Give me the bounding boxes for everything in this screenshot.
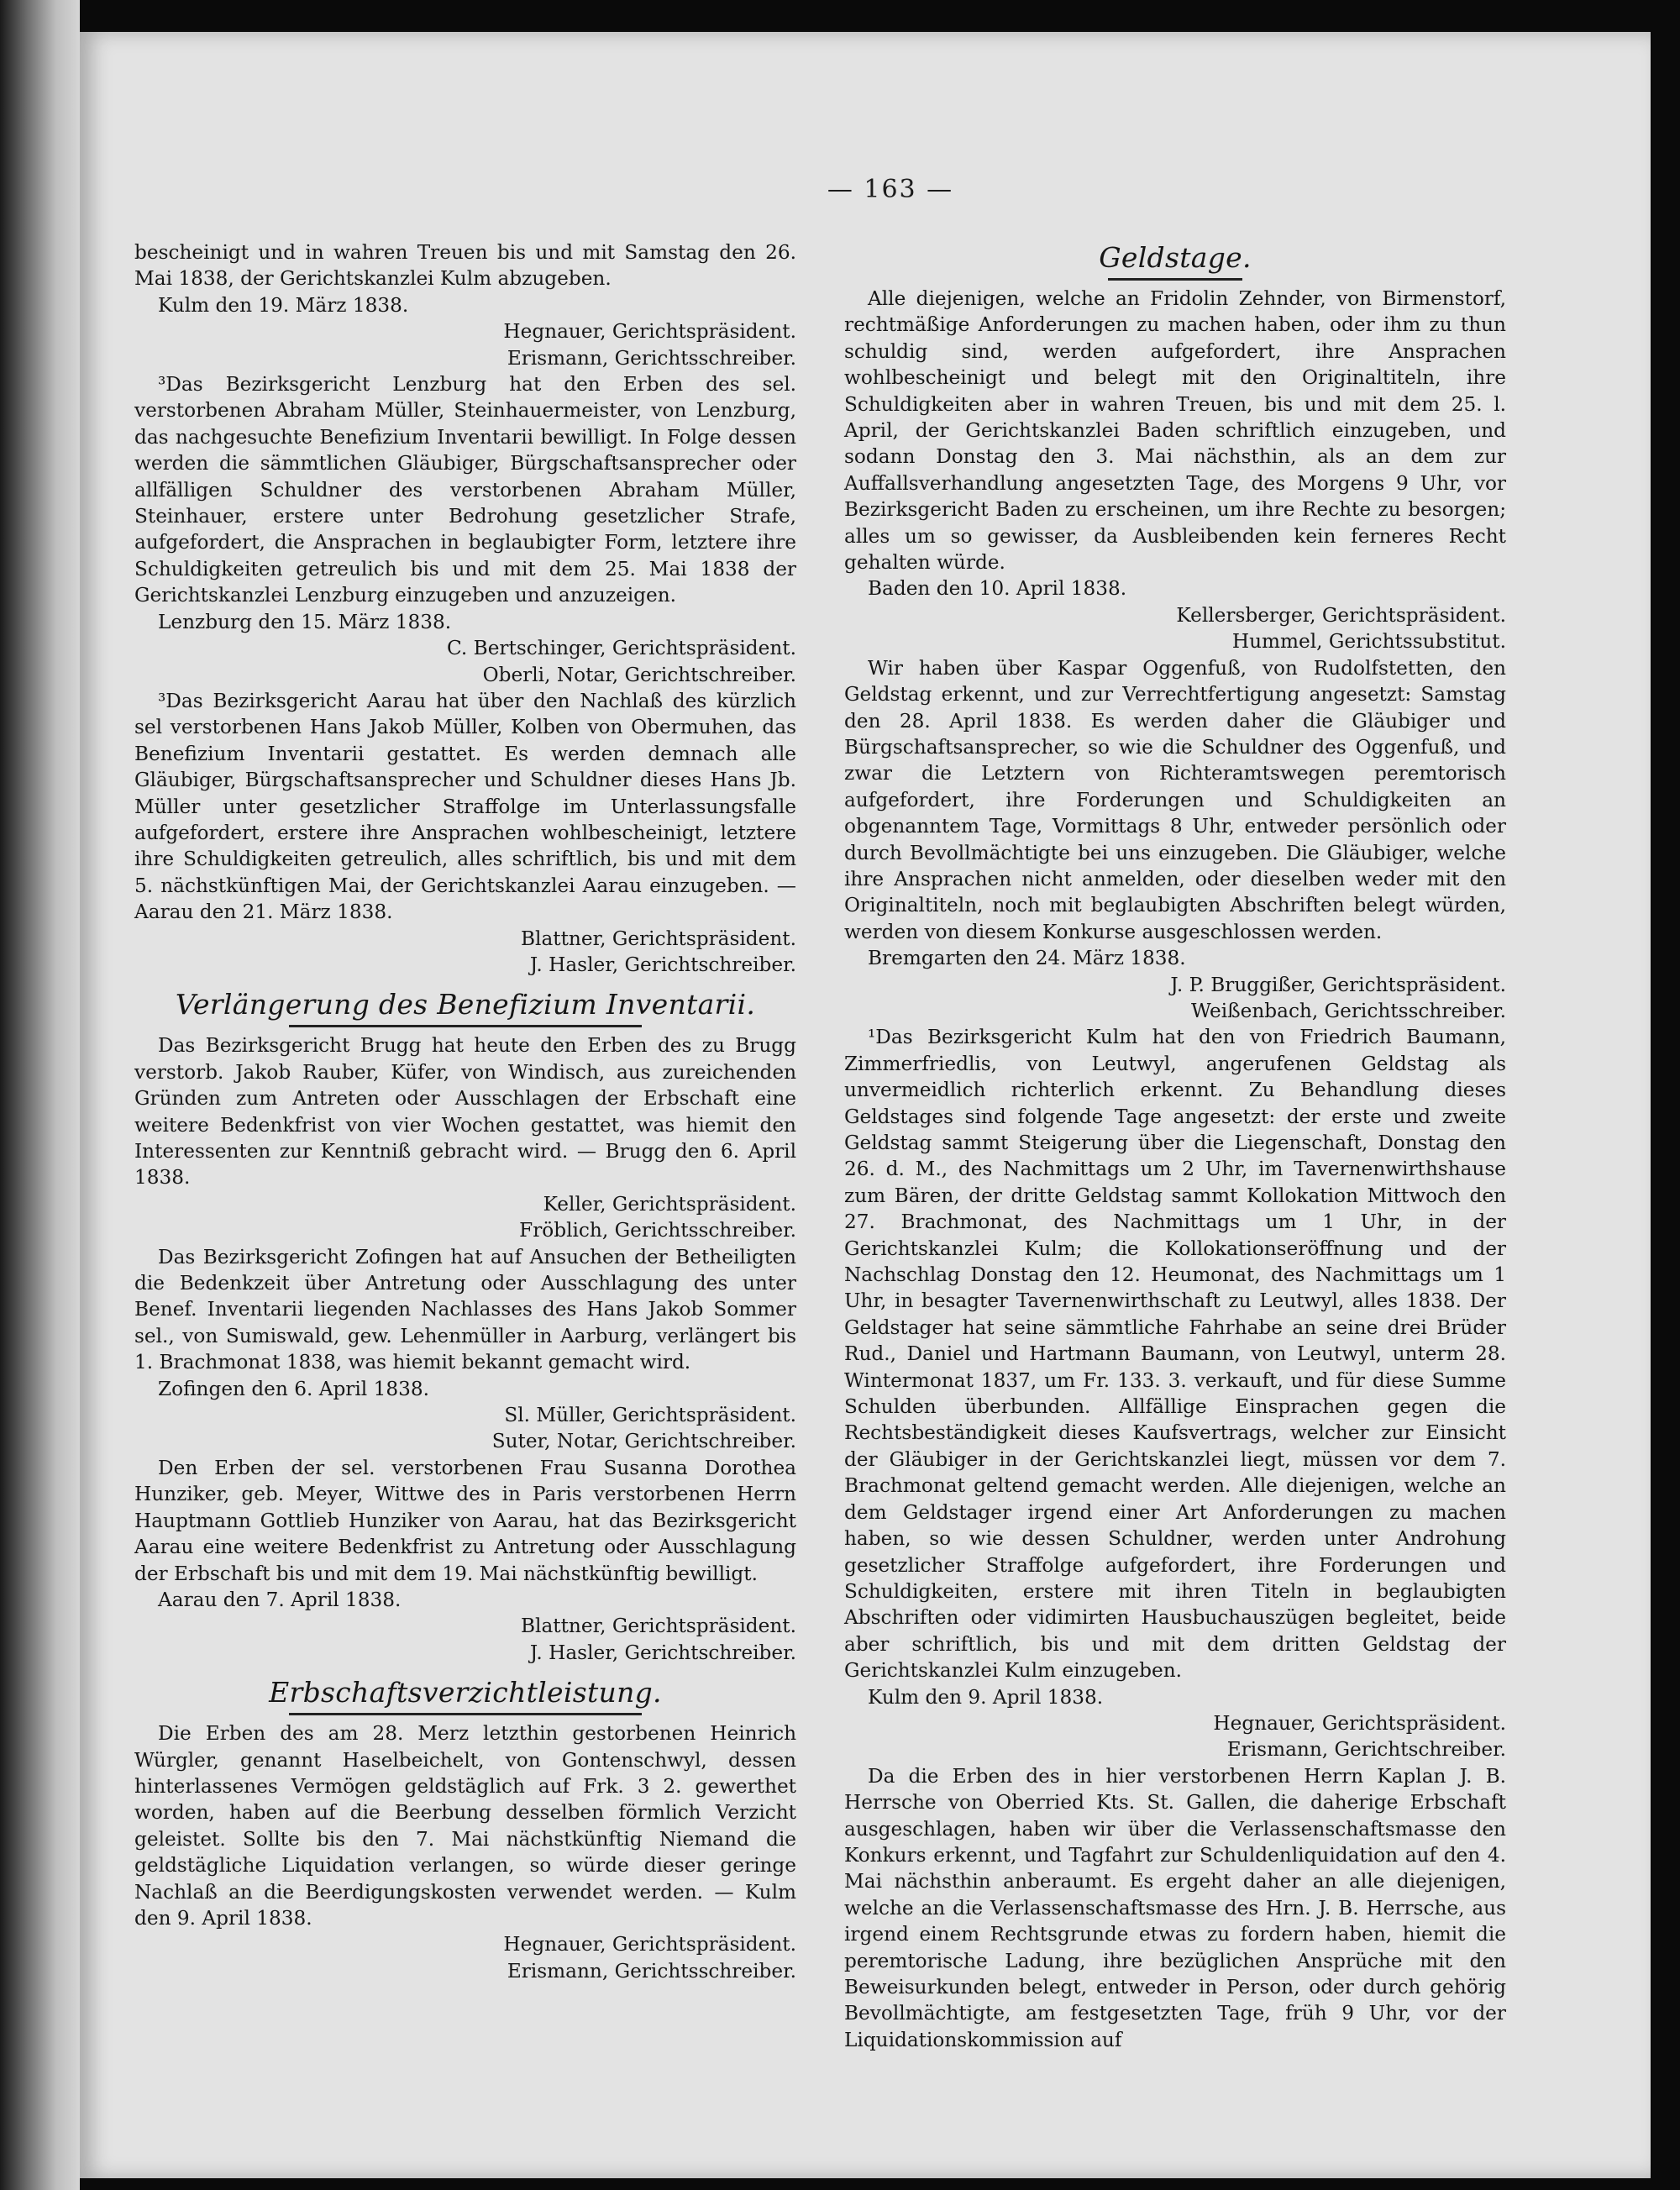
section-heading: Erbschaftsverzichtleistung. — [269, 1676, 662, 1709]
signature-president: J. P. Bruggißer, Gerichtspräsident. — [1170, 973, 1506, 996]
signature-clerk: J. Hasler, Gerichtschreiber. — [529, 953, 796, 976]
signature-clerk: J. Hasler, Gerichtschreiber. — [529, 1641, 796, 1664]
signature-president: C. Bertschinger, Gerichtspräsident. — [447, 637, 796, 660]
heading-rule — [289, 1025, 642, 1027]
left-column — [134, 239, 796, 1984]
signature-president: Hegnauer, Gerichtspräsident. — [503, 1933, 796, 1956]
notice-paragraph: Den Erben der sel. verstorbenen Frau Susanna Dorothea Hunziker, geb. Meyer, Wittwe des in Paris verstorbenen Herrn Hauptmann Gottlieb Hunziker von Aarau, hat das Bezirksgericht Aarau eine weitere Bedenkfrist zu Antretung oder Ausschlagung der Erbschaft bis und mit dem 19. Mai nächstkünftig bewilligt. — [134, 1456, 796, 1585]
signature-clerk: Hummel, Gerichtssubstitut. — [1231, 630, 1506, 654]
notice-paragraph: Das Bezirksgericht Brugg hat heute den Erben des zu Brugg verstorb. Jakob Rauber, Küfer, von Windisch, aus zureichenden Gründen zum Antreten oder Ausschlagen der Erbschaft eine weitere Bedenkfrist von vier Wochen gestattet, was hiemit den Interessenten zur Kenntniß gebracht wird. — Brugg den 6. April 1838. — [134, 1034, 796, 1190]
notice-paragraph: Alle diejenigen, welche an Fridolin Zehnder, von Birmenstorf, rechtmäßige Anforderungen zu machen haben, oder ihm zu thun schuldig sind, werden aufgefordert, ihre Ansprachen wohlbescheinigt und belegt mit den Originaltiteln, ihre Schuldigkeiten aber in wahren Treuen, bis und mit dem 25. l. April, der Gerichtskanzlei Baden schriftlich einzugeben, und sodann Donstag den 3. Mai nächsthin, als an dem zur Auffallsverhandlung angesetzten Tage, des Morgens 9 Uhr, vor Bezirksgericht Baden zu erscheinen, um ihre Rechte zu besorgen; alles um so gewisser, da Ausbleibenden kein ferneres Recht gehalten würde. — [844, 287, 1506, 575]
section-heading: Verlängerung des Benefizium Inventarii. — [175, 988, 756, 1021]
signature-clerk: Oberli, Notar, Gerichtschreiber. — [482, 663, 796, 686]
right-column — [844, 239, 1506, 2053]
signature-president: Kellersberger, Gerichtspräsident. — [1176, 603, 1506, 627]
notice-date: Aarau den 7. April 1838. — [158, 1588, 402, 1611]
notice-date: Bremgarten den 24. März 1838. — [868, 947, 1186, 970]
signature-clerk: Erismann, Gerichtschreiber. — [1226, 1738, 1506, 1762]
notice-date: Lenzburg den 15. März 1838. — [158, 610, 452, 633]
section-heading: Geldstage. — [1099, 241, 1252, 274]
signature-president: Hegnauer, Gerichtspräsident. — [503, 320, 796, 344]
signature-president: Hegnauer, Gerichtspräsident. — [1213, 1711, 1506, 1735]
signature-president: Blattner, Gerichtspräsident. — [521, 927, 796, 950]
signature-clerk: Erismann, Gerichtsschreiber. — [507, 346, 796, 370]
notice-paragraph: bescheinigt und in wahren Treuen bis und mit Samstag den 26. Mai 1838, der Gerichtskanzlei Kulm abzugeben. — [134, 241, 796, 291]
heading-rule — [289, 1713, 642, 1715]
signature-clerk: Fröblich, Gerichtsschreiber. — [519, 1219, 796, 1242]
notice-paragraph: ³Das Bezirksgericht Aarau hat über den Nachlaß des kürzlich sel verstorbenen Hans Jakob Müller, Kolben von Obermuhen, das Benefizium Inventarii gestattet. Es werden demnach alle Gläubiger, Bürgschaftsansprecher und Schuldner dieses Hans Jb. Müller unter gesetzlicher Straffolge im Unterlassungsfalle aufgefordert, erstere ihre Ansprachen wohlbescheinigt, letztere ihre Schuldigkeiten getreulich, alles schriftlich, bis und mit dem 5. nächstkünftigen Mai, der Gerichtskanzlei Aarau einzugeben. — Aarau den 21. März 1838. — [134, 689, 796, 924]
notice-paragraph: Wir haben über Kaspar Oggenfuß, von Rudolfstetten, den Geldstag erkennt, und zur Verrechtfertigung angesetzt: Samstag den 28. April 1838. Es werden daher die Gläubiger und Bürgschaftsansprecher, so wie die Schuldner des Oggenfuß, und zwar die Letztern von Richteramtswegen peremtorisch aufgefordert, ihre Forderungen und Schuldigkeiten an obgenanntem Tage, Vormittags 8 Uhr, entweder persönlich oder durch Bevollmächtigte bei uns einzugeben. Die Gläubiger, welche ihre Ansprachen nicht anmelden, oder dieselben weder mit den Originaltiteln, noch mit beglaubigten Abschriften belegt würden, werden von diesem Konkurse ausgeschlossen werden. — [844, 656, 1506, 943]
signature-president: Keller, Gerichtspräsident. — [543, 1192, 796, 1216]
notice-date: Kulm den 19. März 1838. — [158, 293, 409, 317]
notice-paragraph: ¹Das Bezirksgericht Kulm hat den von Friedrich Baumann, Zimmerfriedlis, von Leutwyl, angerufenen Geldstag als unvermeidlich richterlich erkennt. Zu Behandlung dieses Geldstages sind folgende Tage angesetzt: der erste und zweite Geldstag sammt Steigerung über die Liegenschaft, Donstag den 26. d. M., des Nachmittags um 2 Uhr, im Tavernenwirthshause zum Bären, der dritte Geldstag sammt Kollokation Mittwoch den 27. Brachmonat, des Nachmittags um 1 Uhr, in der Gerichtskanzlei Kulm; die Kollokationseröffnung und der Nachschlag Donstag den 12. Heumonat, des Nachmittags um 1 Uhr, in besagter Tavernenwirthschaft zu Leutwyl, alles 1838. Der Geldstager hat seine sämmtliche Fahrhabe an seine drei Brüder Rud., Daniel und Hartmann Baumann, von Leutwyl, unterm 28. Wintermonat 1837, um Fr. 133. 3. verkauft, und für diese Summe Schulden überbunden. Allfällige Einsprachen gegen die Rechtsbeständigkeit dieses Kaufsvertrags, welcher zur Einsicht der Gläubiger in der Gerichtskanzlei liegt, müssen vor dem 7. Brachmonat geltend gemacht werden. Alle diejenigen, welche an dem Geldstager irgend einer Art Anforderungen zu machen haben, so wie dessen Schuldner, werden unter Androhung gesetzlicher Straffolge aufgefordert, ihre Forderungen und Schuldigkeiten, erstere mit ihren Titeln in beglaubigten Abschriften oder vidimirten Hausbuchauszügen begleitet, beide aber schriftlich, bis und mit dem dritten Geldstag der Gerichtskanzlei Kulm einzugeben. — [844, 1026, 1506, 1683]
notice-paragraph: Da die Erben des in hier verstorbenen Herrn Kaplan J. B. Herrsche von Oberried Kts. St. Gallen, die daherige Erbschaft ausgeschlagen, haben wir über die Verlassenschaftsmasse den Konkurs erkennt, und Tagfahrt zur Schuldenliquidation auf den 4. Mai nächsthin anberaumt. Es ergeht daher an alle diejenigen, welche an die Verlassenschaftsmasse des Hrn. J. B. Herrsche, aus irgend einem Rechtsgrunde etwas zu fordern haben, hiemit die peremtorische Ladung, ihre bezüglichen Ansprüche mit den Beweisurkunden belegt, entweder in Person, oder durch gehörig Bevollmächtigte, am festgesetzten Tage, früh 9 Uhr, vor der Liquidationskommission auf — [844, 1764, 1506, 2051]
notice-paragraph: Das Bezirksgericht Zofingen hat auf Ansuchen der Betheiligten die Bedenkzeit über Antretung oder Ausschlagung des unter Benef. Inventarii liegenden Nachlasses des Hans Jakob Sommer sel., von Sumiswald, gew. Lehenmüller in Aarburg, verlängert bis 1. Brachmonat 1838, was hiemit bekannt gemacht wird. — [134, 1245, 796, 1374]
notice-date: Zofingen den 6. April 1838. — [158, 1377, 429, 1400]
signature-president: Sl. Müller, Gerichtspräsident. — [504, 1404, 796, 1427]
signature-clerk: Erismann, Gerichtsschreiber. — [507, 1959, 796, 1983]
notice-date: Baden den 10. April 1838. — [868, 577, 1127, 601]
signature-clerk: Weißenbach, Gerichtsschreiber. — [1191, 999, 1506, 1022]
notice-paragraph: Die Erben des am 28. Merz letzthin gestorbenen Heinrich Würgler, genannt Haselbeichelt, von Gontenschwyl, dessen hinterlassenes Vermögen geldstäglich auf Frk. 3 2. gewerthet worden, haben auf die Beerbung desselben förmlich Verzicht geleistet. Sollte bis den 7. Mai nächstkünftig Niemand die geldstägliche Liquidation verlangen, so würde dieser geringe Nachlaß an die Beerdigungskosten verwendet werden. — Kulm den 9. April 1838. — [134, 1722, 796, 1930]
page-number: — 163 — — [827, 175, 954, 204]
binding-shadow — [0, 0, 80, 2190]
signature-president: Blattner, Gerichtspräsident. — [521, 1615, 796, 1638]
heading-rule — [1108, 278, 1242, 281]
notice-paragraph: ³Das Bezirksgericht Lenzburg hat den Erben des sel. verstorbenen Abraham Müller, Steinhauermeister, von Lenzburg, das nachgesuchte Benefizium Inventarii bewilligt. In Folge dessen werden die sämmtlichen Gläubiger, Bürgschaftsansprecher oder allfälligen Schuldner des verstorbenen Abraham Müller, Steinhauer, erstere unter Bedrohung gesetzlicher Strafe, aufgefordert, die Ansprachen in beglaubigter Form, letztere ihre Schuldigkeiten getreulich bis und mit dem 25. Mai 1838 der Gerichtskanzlei Lenzburg einzugeben und anzuzeigen. — [134, 373, 796, 607]
signature-clerk: Suter, Notar, Gerichtschreiber. — [491, 1430, 796, 1453]
notice-date: Kulm den 9. April 1838. — [868, 1685, 1104, 1709]
